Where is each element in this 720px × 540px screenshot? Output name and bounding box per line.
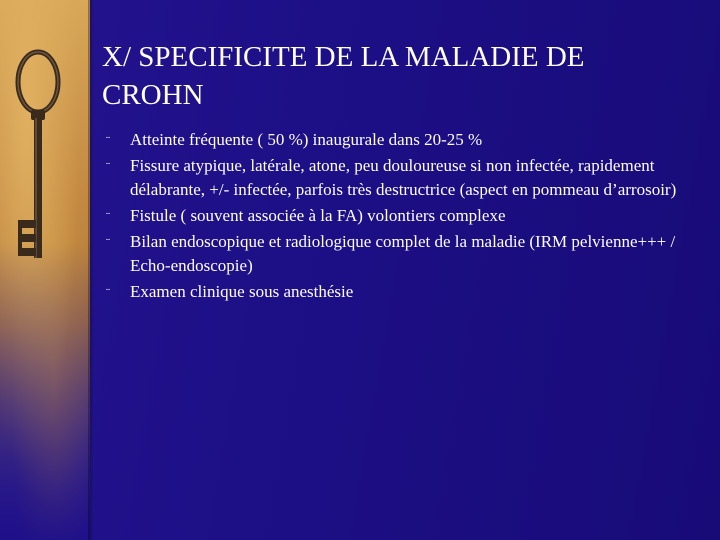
bullet-marker-icon: ¨ [106,159,110,173]
bullet-marker-icon: ¨ [106,133,110,147]
bullet-text: Fissure atypique, latérale, atone, peu douloureuse si non infectée, rapidement délabrante, +/- infectée, parfois très destructrice (aspect en pommeau d’arrosoir) [130,156,677,199]
bullet-text: Fistule ( souvent associée à la FA) volontiers complexe [130,206,506,225]
bullet-marker-icon: ¨ [106,285,110,299]
bullet-item [106,230,706,278]
antique-key-icon [0,30,90,280]
bullet-item [106,280,706,304]
bullet-marker-icon: ¨ [106,235,110,249]
bullet-text: Bilan endoscopique et radiologique complet de la maladie (IRM pelvienne+++ / Echo-endoscopie) [130,232,676,275]
slide-title: X/ SPECIFICITE DE LA MALADIE DE CROHN [102,41,585,111]
bullet-item [106,154,706,202]
bullet-item [106,128,706,152]
bullet-text: Atteinte fréquente ( 50 %) inaugurale dans 20-25 % [130,130,483,149]
bullet-marker-icon: ¨ [106,209,110,223]
bullet-list [106,128,706,306]
bullet-text: Examen clinique sous anesthésie [130,282,354,301]
bullet-item [106,204,706,228]
